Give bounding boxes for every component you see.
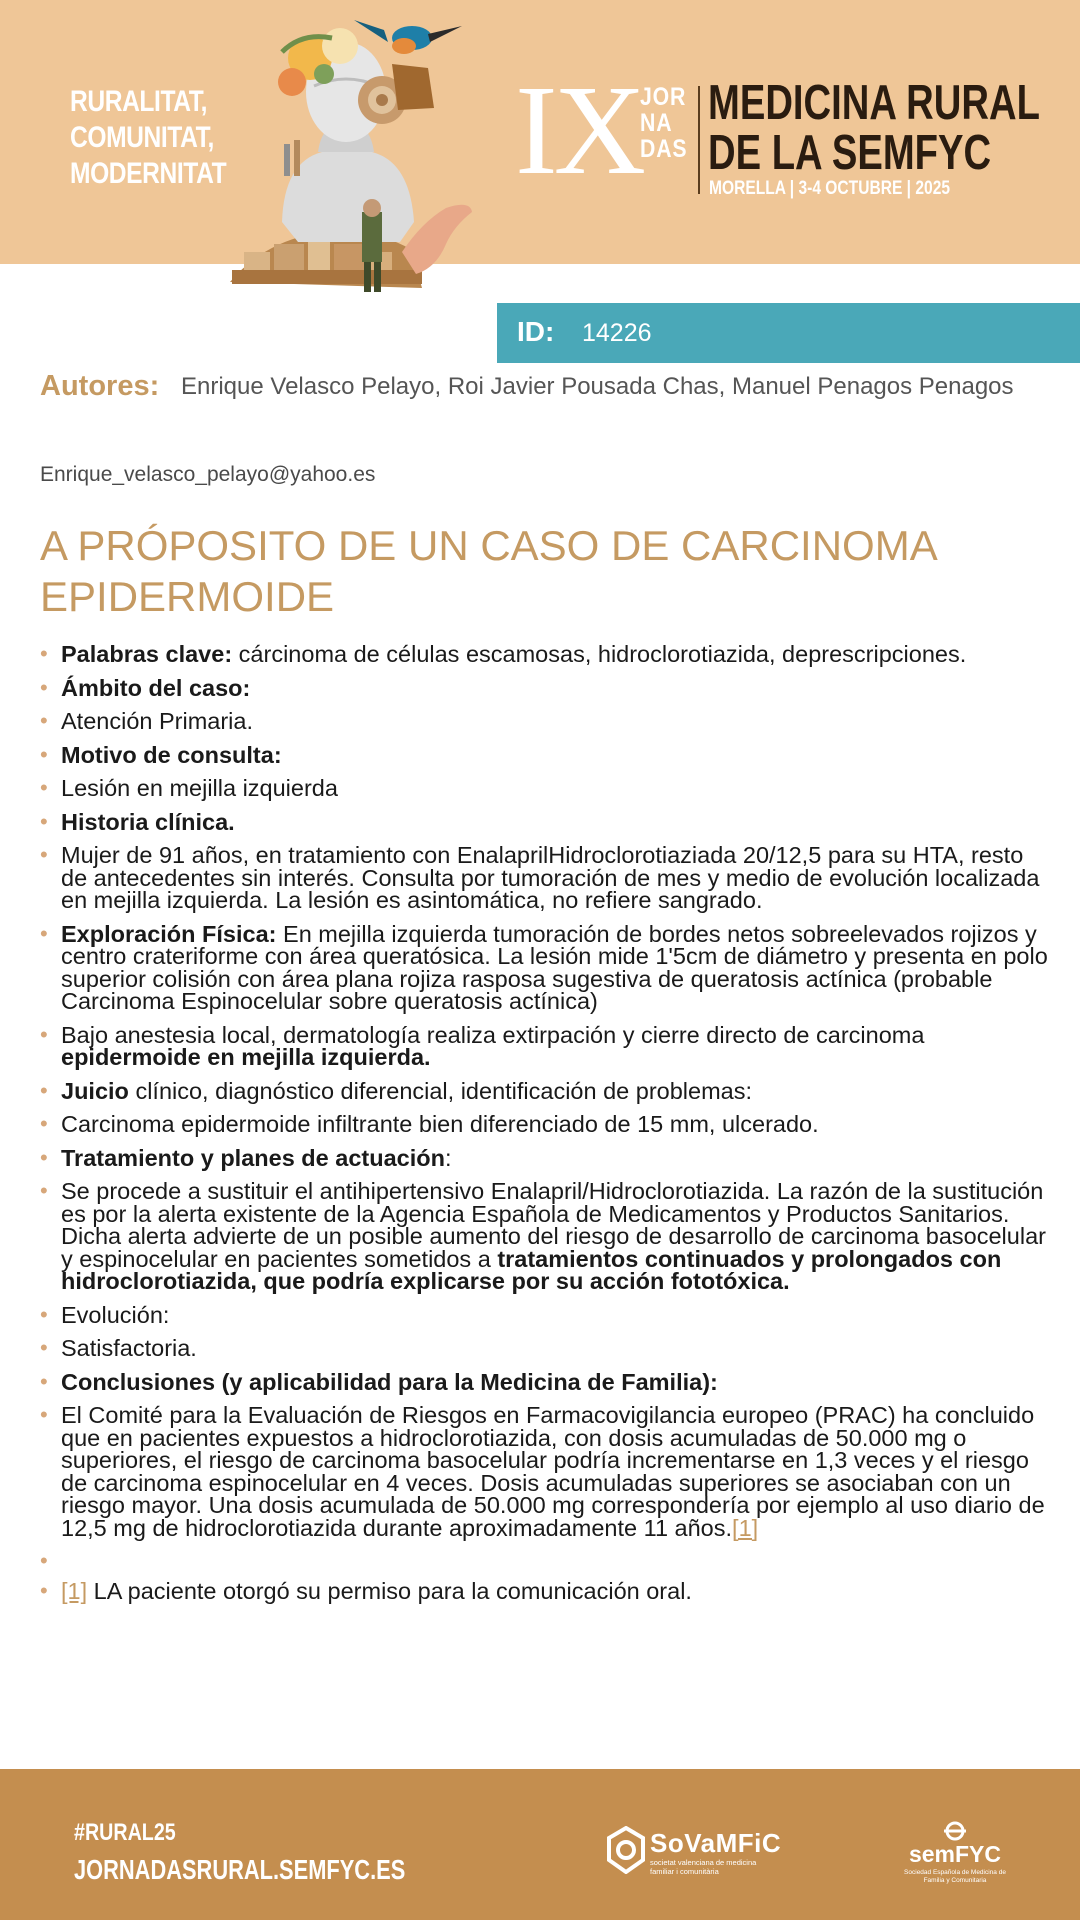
event-location-date: MORELLA | 3-4 OCTUBRE | 2025 xyxy=(709,178,951,199)
list-item: • Satisfactoria. xyxy=(40,1337,1050,1360)
list-item: • El Comité para la Evaluación de Riesgos en Farmacovigilancia europeo (PRAC) ha concluido que en pacientes expuestos a hidroclorotiazida, con dosis acumuladas de 50.000 mg o superiores, el riesgo de carcinoma basocelular podría incrementarse en 1,3 veces y el riesgo de carcinoma espinocelular en 4 veces. Dosis acumuladas superiores se asociaban con un riesgo mayor. Una dosis acumulada de 50.000 mg correspondería por ejemplo al uso diario de 12,5 mg de hidroclorotiazida durante aproximadamente 11 años.[1] xyxy=(40,1404,1050,1539)
sovamfic-logo: SoVaMFiC societat valenciana de medicina familiar i comunitària xyxy=(606,1824,776,1876)
list-item: • Motivo de consulta: xyxy=(40,744,1050,767)
title-divider xyxy=(698,86,700,194)
event-tagline: RURALITAT, COMUNITAT, MODERNITAT xyxy=(70,85,227,190)
page-title: A PRÓPOSITO DE UN CASO DE CARCINOMA EPIDERMOIDE xyxy=(40,522,936,620)
list-item: • Historia clínica. xyxy=(40,811,1050,834)
semfyc-emblem-icon xyxy=(940,1821,970,1841)
list-item: • Atención Primaria. xyxy=(40,710,1050,733)
event-banner xyxy=(0,0,1080,264)
footnote-link[interactable]: [1] xyxy=(61,1578,88,1604)
jornadas-label: JOR NA DAS xyxy=(640,83,688,163)
list-item: • Bajo anestesia local, dermatología realiza extirpación y cierre directo de carcinoma epidermoide en mejilla izquierda. xyxy=(40,1024,1050,1069)
list-item: • Palabras clave: cárcinoma de células escamosas, hidroclorotiazida, deprescripciones. xyxy=(40,643,1050,666)
list-item: • Carcinoma epidermoide infiltrante bien diferenciado de 15 mm, ulcerado. xyxy=(40,1113,1050,1136)
reference-link[interactable]: [1] xyxy=(732,1514,759,1541)
event-title: MEDICINA RURAL DE LA SEMFYC xyxy=(708,76,1040,180)
authors-list: Enrique Velasco Pelayo, Roi Javier Pousada Chas, Manuel Penagos Penagos xyxy=(181,373,1014,400)
list-item: • Se procede a sustituir el antihipertensivo Enalapril/Hidroclorotiazida. La razón de la sustitución es por la alerta existente de la Agencia Española de Medicamentos y Productos Sanitarios. Dicha alerta advierte de un posible aumento del riesgo de desarrollo de carcinoma basocelular y espinocelular en pacientes sometidos a tratamientos continuados y prolongados con hidroclorotiazida, que podría explicarse por su acción fototóxica. xyxy=(40,1180,1050,1293)
list-item: • Tratamiento y planes de actuación: xyxy=(40,1147,1050,1170)
authors-label: Autores: xyxy=(40,370,160,402)
list-item: • Ámbito del caso: xyxy=(40,677,1050,700)
list-item: • Mujer de 91 años, en tratamiento con EnalaprilHidroclorotiaziada 20/12,5 para su HTA, resto de antecedentes sin interés. Consulta por tumoración de mes y medio de evolución localizada en mejilla izquierda. La lesión es asintomática, no refiere sangrado. xyxy=(40,844,1050,912)
contact-email: Enrique_velasco_pelayo@yahoo.es xyxy=(40,463,376,486)
bust-collage-illustration xyxy=(222,12,492,307)
list-item: • Exploración Física: En mejilla izquierda tumoración de bordes netos sobreelevados rojizos y centro crateriforme con área queratósica. La lesión mide 1'5cm de diámetro y presenta en polo superior colisión con área plana rojiza rasposa sugestiva de queratosis actínica (probable Carcinoma Espinocelular sobre queratosis actínica) xyxy=(40,923,1050,1013)
list-item: • Juicio clínico, diagnóstico diferencial, identificación de problemas: xyxy=(40,1080,1050,1103)
submission-id-bar xyxy=(497,303,1080,363)
website-link[interactable]: JORNADASRURAL.SEMFYC.ES xyxy=(74,1854,406,1885)
id-label: ID: xyxy=(517,316,555,347)
list-item: • Evolución: xyxy=(40,1304,1050,1327)
footnote: • [1] LA paciente otorgó su permiso para la comunicación oral. xyxy=(40,1580,1050,1603)
list-item xyxy=(40,1550,1050,1572)
hashtag: #RURAL25 xyxy=(74,1819,176,1846)
edition-numeral: IX xyxy=(515,59,643,201)
sovamfic-emblem-icon xyxy=(606,1826,646,1874)
case-content xyxy=(40,643,1050,1603)
id-value: 14226 xyxy=(582,319,652,347)
list-item: • Lesión en mejilla izquierda xyxy=(40,777,1050,800)
footer xyxy=(0,1769,1080,1920)
semfyc-logo: semFYC Sociedad Española de Medicina de Familia y Comunitaria xyxy=(900,1819,1010,1889)
list-item: • Conclusiones (y aplicabilidad para la Medicina de Familia): xyxy=(40,1371,1050,1394)
